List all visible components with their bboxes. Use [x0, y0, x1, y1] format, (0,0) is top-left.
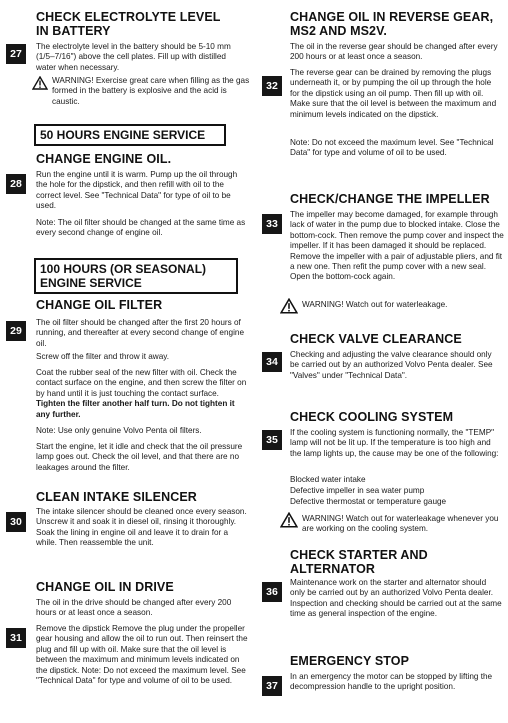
heading-reverse-gear: CHANGE OIL IN REVERSE GEAR, MS2 AND MS2V.	[290, 10, 494, 38]
electrolyte-warning-text: WARNING! Exercise great care when filling as the gas formed in the battery is explosive and the acid is caustic.	[52, 76, 250, 106]
silencer-text: The intake silencer should be cleaned once every season. Unscrew it and soak it in diesel oil, rinsing it thoroughly. Soak the lining in engine oil and leave it to drain for a while. Then reassemble the unit.	[36, 507, 247, 548]
impeller-text: The impeller may become damaged, for example through lack of water in the pump due to blocked intake. Close the bottom-cock. Then remove the pump cover and inspect the impeller. If it has been damaged it should be replaced. Remove the impeller with a pair of adjustable pliers, and fit a new one. Then refit the pump cover with a new seal. Open the bottom-cock again.	[290, 210, 504, 282]
heading-electrolyte: CHECK ELECTROLYTE LEVEL IN BATTERY	[36, 10, 221, 38]
cooling-warning	[280, 512, 504, 536]
warning-triangle-icon	[280, 512, 298, 528]
service-50-hours-box	[34, 124, 226, 146]
step-number-29: 29	[6, 321, 26, 341]
service-100-hours-title: 100 HOURS (OR SEASONAL) ENGINE SERVICE	[40, 262, 207, 290]
step-number-36: 36	[262, 582, 282, 602]
heading-starter-alternator: CHECK STARTER AND ALTERNATOR	[290, 548, 428, 576]
valve-text: Checking and adjusting the valve clearance should only be carried out by an authorized Volvo Penta dealer. See "Valves" under "Technical Data".	[290, 350, 493, 380]
oil-drive-text-1: The oil in the drive should be changed after every 200 hours or at least once a season.	[36, 598, 232, 618]
step-number-32: 32	[262, 76, 282, 96]
oil-filter-note: Note: Use only genuine Volvo Penta oil filters.	[36, 426, 202, 435]
oil-filter-text-2: Screw off the filter and throw it away.	[36, 352, 170, 361]
emergency-text: In an emergency the motor can be stopped by lifting the decompression handle to the upright position.	[290, 672, 493, 692]
cooling-cause-2: Defective impeller in sea water pump	[290, 486, 425, 495]
starter-text: Maintenance work on the starter and alternator should only be carried out by an authorized Volvo Penta dealer. Inspection and checking should be carried out at the same time as general inspection of the engine.	[290, 578, 502, 619]
engine-oil-text: Run the engine until it is warm. Pump up the oil through the hole for the dipstick, and then refill with oil to the correct level. See "Technical Data" for type of oil to be used.	[36, 170, 238, 211]
cooling-cause-1: Blocked water intake	[290, 475, 366, 484]
heading-impeller: CHECK/CHANGE THE IMPELLER	[290, 192, 490, 206]
service-100-hours-box	[34, 258, 238, 294]
oil-filter-text-3-bold: Tighten the filter another half turn. Do not tighten it any further.	[36, 399, 235, 419]
oil-filter-text-1: The oil filter should be changed after the first 20 hours of running, and thereafter at every second change of engine oil.	[36, 318, 245, 348]
step-number-37: 37	[262, 676, 282, 696]
heading-change-oil-filter: CHANGE OIL FILTER	[36, 298, 163, 312]
reverse-gear-text-1: The oil in the reverse gear should be changed after every 200 hours or at least once a season.	[290, 42, 498, 62]
step-number-33: 33	[262, 214, 282, 234]
reverse-gear-text-2: The reverse gear can be drained by removing the plugs underneath it, or by pumping the oil up through the hole for the dipstick using an oil pump. Then fill up with oil. Make sure that the oil level is between the maximum and minimum levels indicated on the dipstick.	[290, 68, 497, 119]
heading-cooling-system: CHECK COOLING SYSTEM	[290, 410, 454, 424]
step-number-35: 35	[262, 430, 282, 450]
step-number-34: 34	[262, 352, 282, 372]
engine-oil-note: Note: The oil filter should be changed at the same time as every second change of engine oil.	[36, 218, 246, 238]
oil-filter-text-3-regular: Coat the rubber seal of the new filter with oil. Check the contact surface on the engine, and then screw the filter on by hand until it is just touching the contact surface.	[36, 368, 247, 398]
electrolyte-warning	[32, 76, 250, 108]
heading-clean-intake-silencer: CLEAN INTAKE SILENCER	[36, 490, 197, 504]
electrolyte-text: The electrolyte level in the battery should be 5-10 mm (1/5–7/16") above the cell plates. Fill up with distilled water when necessary.	[36, 42, 231, 72]
cooling-warning-text: WARNING! Watch out for waterleakage whenever you are working on the cooling system.	[302, 514, 499, 534]
service-50-hours-title: 50 HOURS ENGINE SERVICE	[40, 128, 206, 142]
step-number-30: 30	[6, 512, 26, 532]
oil-filter-text-5: Start the engine, let it idle and check that the oil pressure lamp goes out. Check the oil level, and that there are no leakages around the filter.	[36, 442, 243, 472]
cooling-cause-3: Defective thermostat or temperature gauge	[290, 497, 447, 506]
reverse-gear-text-3: Note: Do not exceed the maximum level. See "Technical Data" for type and volume of oil to be used.	[290, 138, 494, 158]
step-number-31: 31	[6, 628, 26, 648]
impeller-warning-text: WARNING! Watch out for waterleakage.	[302, 300, 448, 309]
cooling-text: If the cooling system is functioning normally, the "TEMP" lamp will not be lit up. If the temperature is too high and the lamp lights up, the cause may be one of the following:	[290, 428, 499, 458]
warning-triangle-icon	[32, 76, 48, 90]
impeller-warning	[280, 298, 504, 316]
oil-drive-text-2: Remove the dipstick Remove the plug under the propeller gear housing and allow the oil to run out. Then reinsert the plug and fill up with oil. Make sure that the oil level is between the maximum and minimum levels indicated on the dipstick. Note: Do not exceed the maximum level. See "Technical Data" for type and volume of oil to be used.	[36, 624, 248, 686]
step-number-28: 28	[6, 174, 26, 194]
heading-change-engine-oil: CHANGE ENGINE OIL.	[36, 152, 172, 166]
heading-change-oil-in-drive: CHANGE OIL IN DRIVE	[36, 580, 174, 594]
step-number-27: 27	[6, 44, 26, 64]
warning-triangle-icon	[280, 298, 298, 314]
oil-filter-text-3	[36, 368, 248, 420]
heading-valve-clearance: CHECK VALVE CLEARANCE	[290, 332, 462, 346]
heading-emergency-stop: EMERGENCY STOP	[290, 654, 410, 668]
